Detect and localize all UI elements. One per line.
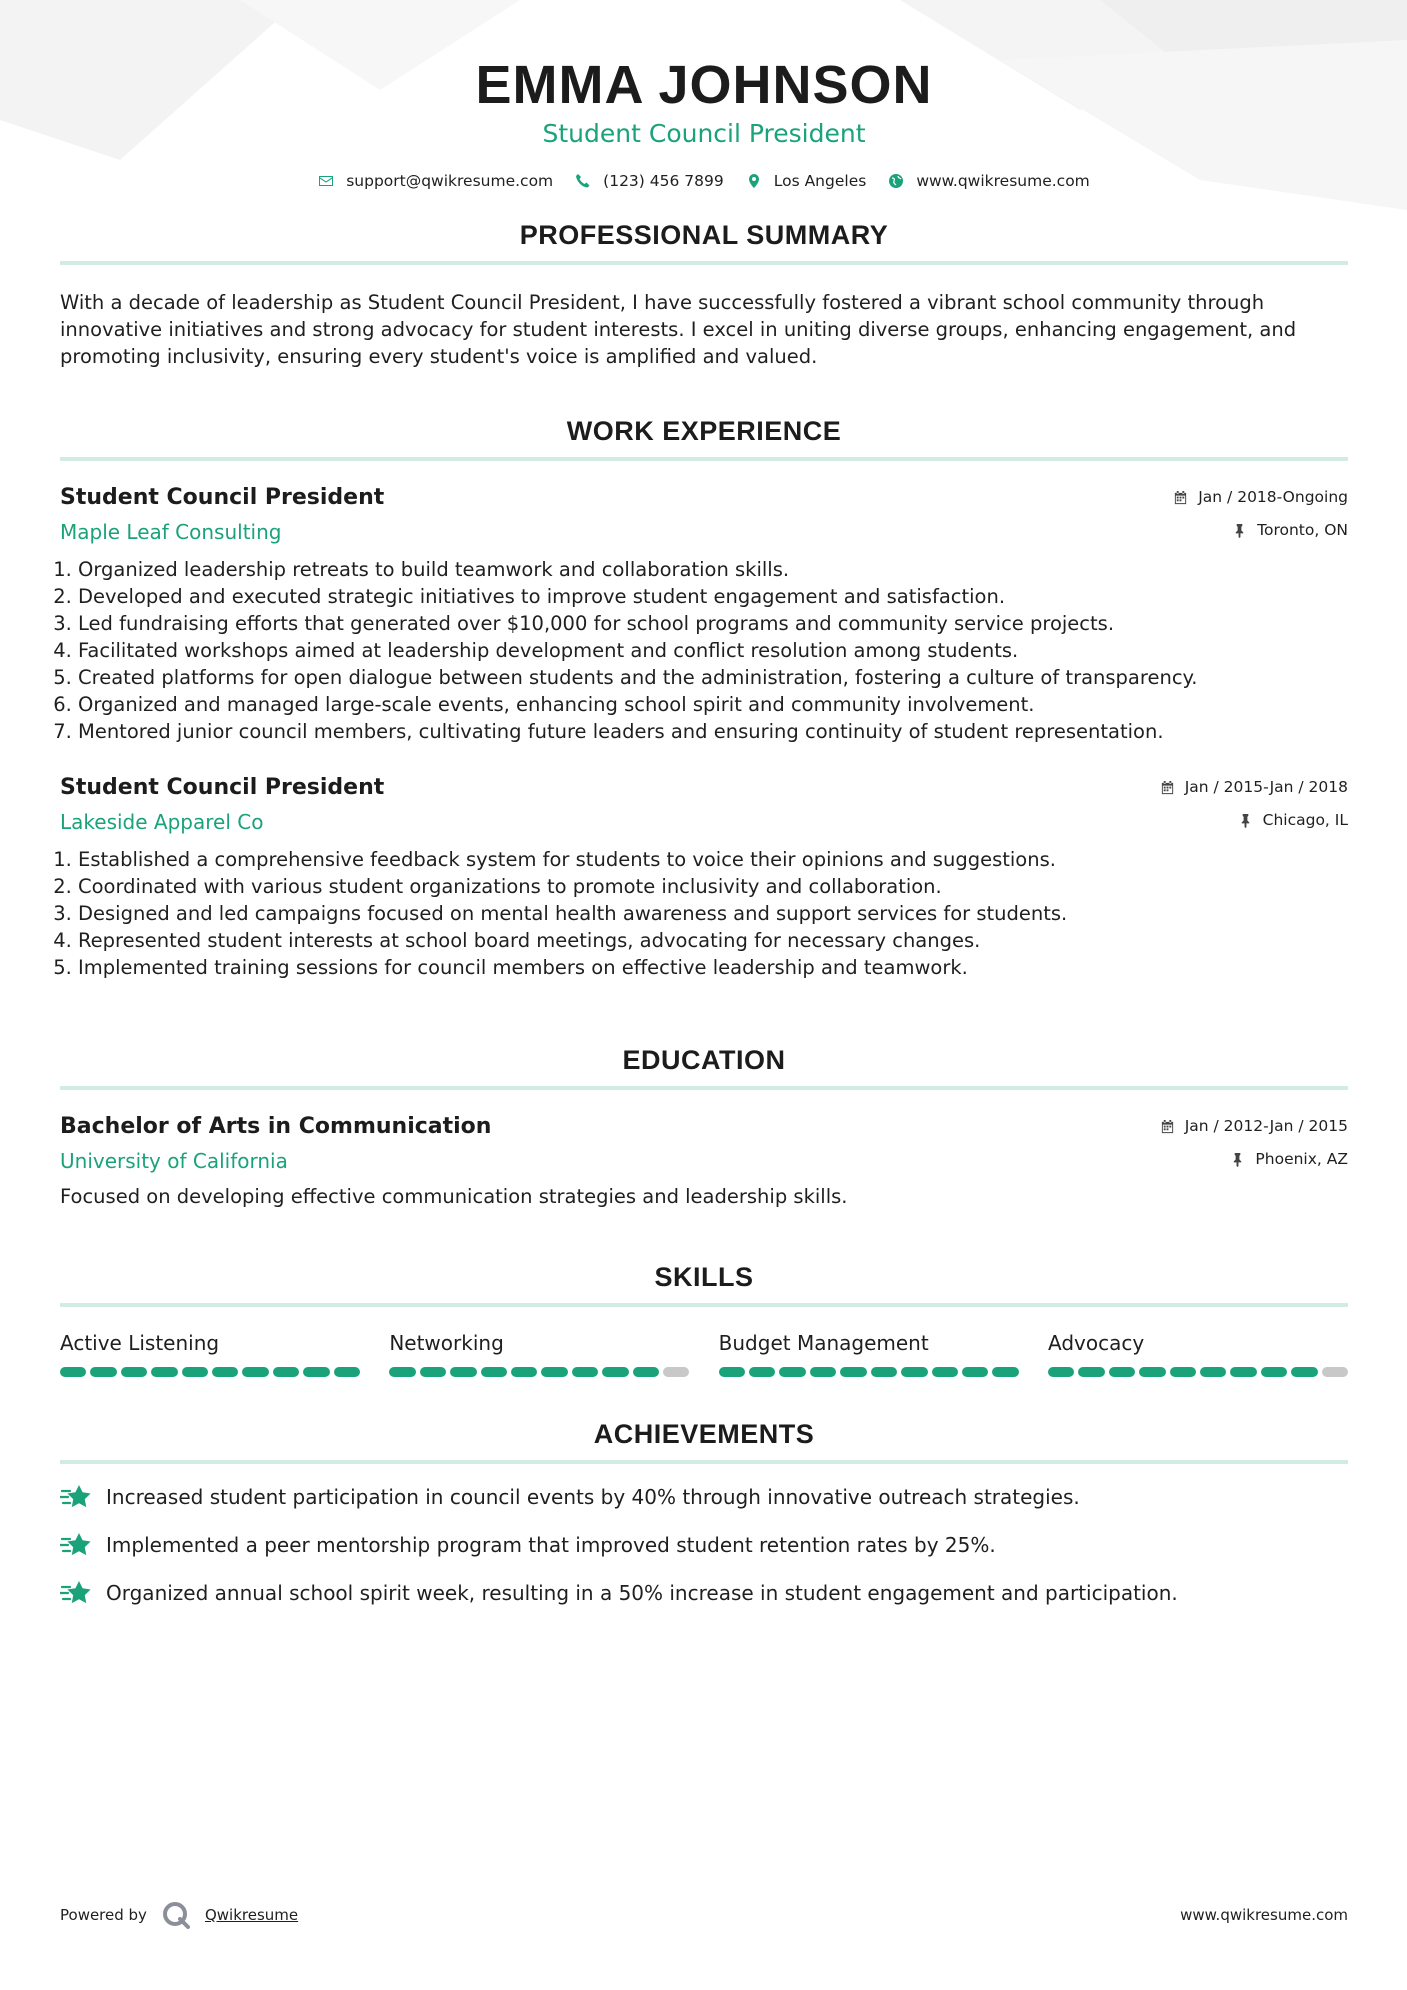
achievements-heading: ACHIEVEMENTS (60, 1419, 1348, 1464)
skill-segment-filled (1048, 1367, 1074, 1377)
skills-heading: SKILLS (60, 1262, 1348, 1307)
qwikresume-logo-icon (161, 1900, 191, 1930)
calendar-icon (1160, 1119, 1175, 1134)
job-dates: Jan / 2018-Ongoing (1198, 488, 1348, 507)
contact-website[interactable] (888, 172, 1089, 190)
skill-segment-filled (901, 1367, 927, 1377)
achievement-text: Implemented a peer mentorship program that improved student retention rates by 25%. (106, 1533, 996, 1558)
education-location: Phoenix, AZ (1255, 1150, 1348, 1169)
skills-section (60, 1262, 1348, 1377)
summary-text: With a decade of leadership as Student Council President, I have successfully fostered a vibrant school community through innovative initiatives and strong advocacy for student interests. I excel in uniting diverse groups, enhancing engagement, and promoting inclusivity, ensuring every student's voice is amplified and valued. (60, 291, 1297, 369)
skill-segment-filled (1200, 1367, 1226, 1377)
skill-segment-filled (1261, 1367, 1287, 1377)
skill-segment-filled (1291, 1367, 1317, 1377)
skill-segment-empty (663, 1367, 689, 1377)
skill-segment-filled (749, 1367, 775, 1377)
job-entry (60, 775, 1348, 981)
list-item: 1. Established a comprehensive feedback system for students to voice their opinions and suggestions. (78, 846, 1348, 873)
map-pin-icon (746, 173, 762, 189)
skills-list (60, 1331, 1348, 1377)
globe-icon (888, 173, 904, 189)
contact-location (746, 172, 867, 190)
job-entry (60, 485, 1348, 745)
skill-segment-filled (572, 1367, 598, 1377)
skill-segment-filled (481, 1367, 507, 1377)
company-name: Maple Leaf Consulting (60, 520, 282, 545)
phone-text: (123) 456 7899 (603, 172, 724, 191)
pushpin-icon (1230, 1152, 1245, 1167)
job-location: Chicago, IL (1262, 811, 1348, 830)
skill-segment-filled (334, 1367, 360, 1377)
education-dates: Jan / 2012-Jan / 2015 (1184, 1117, 1348, 1136)
duty-list (60, 556, 1348, 745)
skill-item (719, 1331, 1019, 1377)
achievements-section (60, 1419, 1348, 1608)
skill-segment-filled (1170, 1367, 1196, 1377)
skill-level-bar (60, 1367, 360, 1377)
education-section (60, 1045, 1348, 1208)
pushpin-icon (1232, 523, 1247, 538)
skill-segment-filled (633, 1367, 659, 1377)
skill-segment-filled (60, 1367, 86, 1377)
skill-name: Advocacy (1047, 1331, 1145, 1356)
skill-segment-filled (932, 1367, 958, 1377)
powered-by-label: Powered by (60, 1906, 147, 1924)
skill-level-bar (719, 1367, 1019, 1377)
summary-section (60, 220, 1348, 370)
skill-segment-filled (303, 1367, 329, 1377)
skill-segment-filled (182, 1367, 208, 1377)
duty-list (60, 846, 1348, 981)
degree-title: Bachelor of Arts in Communication (60, 1114, 492, 1140)
contact-email[interactable] (318, 172, 553, 190)
list-item: 7. Mentored junior council members, cultivating future leaders and ensuring continuity of student representation. (78, 718, 1348, 745)
envelope-icon (318, 173, 334, 189)
list-item: 3. Designed and led campaigns focused on mental health awareness and support services for students. (78, 900, 1348, 927)
skill-segment-filled (450, 1367, 476, 1377)
skill-item (1048, 1331, 1348, 1377)
list-item: 4. Represented student interests at school board meetings, advocating for necessary changes. (78, 927, 1348, 954)
calendar-icon (1160, 780, 1175, 795)
skill-segment-filled (389, 1367, 415, 1377)
achievement-text: Organized annual school spirit week, resulting in a 50% increase in student engagement and participation. (106, 1581, 1178, 1606)
skill-name: Networking (389, 1331, 504, 1356)
location-text: Los Angeles (773, 172, 867, 191)
brand-link[interactable]: Qwikresume (204, 1906, 299, 1924)
contact-phone[interactable] (575, 172, 724, 190)
candidate-title: Student Council President (542, 119, 866, 149)
calendar-icon (1173, 490, 1188, 505)
list-item: 4. Facilitated workshops aimed at leadership development and conflict resolution among students. (78, 637, 1348, 664)
email-text: support@qwikresume.com (346, 172, 554, 191)
list-item: 3. Led fundraising efforts that generated over $10,000 for school programs and community service projects. (78, 610, 1348, 637)
education-description: Focused on developing effective communication strategies and leadership skills. (60, 1185, 848, 1209)
skill-segment-filled (992, 1367, 1018, 1377)
skill-segment-filled (511, 1367, 537, 1377)
skill-segment-filled (962, 1367, 988, 1377)
candidate-name: EMMA JOHNSON (475, 55, 933, 115)
skill-name: Active Listening (60, 1331, 220, 1356)
skill-segment-filled (602, 1367, 628, 1377)
list-item: 5. Created platforms for open dialogue between students and the administration, fostering a culture of transparency. (78, 664, 1348, 691)
footer-website[interactable]: www.qwikresume.com (1180, 1906, 1348, 1924)
company-name: Lakeside Apparel Co (60, 810, 264, 835)
list-item: 1. Organized leadership retreats to build teamwork and collaboration skills. (78, 556, 1348, 583)
skill-segment-empty (1322, 1367, 1348, 1377)
skill-segment-filled (90, 1367, 116, 1377)
school-name: University of California (60, 1149, 288, 1174)
achievement-text: Increased student participation in council events by 40% through innovative outreach strategies. (106, 1485, 1080, 1510)
job-title: Student Council President (60, 775, 385, 801)
skill-segment-filled (242, 1367, 268, 1377)
achievement-item (60, 1482, 1348, 1512)
resume-header (60, 0, 1348, 190)
skill-segment-filled (420, 1367, 446, 1377)
skill-segment-filled (719, 1367, 745, 1377)
list-item: 2. Developed and executed strategic initiatives to improve student engagement and satisfaction. (78, 583, 1348, 610)
education-entry (60, 1114, 1348, 1208)
job-title: Student Council President (60, 485, 385, 511)
skill-segment-filled (1230, 1367, 1256, 1377)
experience-heading: WORK EXPERIENCE (60, 416, 1348, 461)
page-footer (60, 1900, 1348, 1930)
star-icon (60, 1530, 92, 1560)
skill-segment-filled (1109, 1367, 1135, 1377)
list-item: 6. Organized and managed large-scale events, enhancing school spirit and community involvement. (78, 691, 1348, 718)
skill-segment-filled (810, 1367, 836, 1377)
star-icon (60, 1578, 92, 1608)
skill-level-bar (389, 1367, 689, 1377)
skill-item (60, 1331, 360, 1377)
pushpin-icon (1238, 813, 1253, 828)
list-item: 2. Coordinated with various student organizations to promote inclusivity and collaboration. (78, 873, 1348, 900)
skill-segment-filled (212, 1367, 238, 1377)
skill-segment-filled (871, 1367, 897, 1377)
job-location: Toronto, ON (1257, 521, 1348, 540)
skill-segment-filled (151, 1367, 177, 1377)
education-heading: EDUCATION (60, 1045, 1348, 1090)
experience-section (60, 416, 1348, 981)
skill-item (389, 1331, 689, 1377)
skill-segment-filled (1078, 1367, 1104, 1377)
skill-segment-filled (840, 1367, 866, 1377)
skill-segment-filled (121, 1367, 147, 1377)
skill-name: Budget Management (718, 1331, 929, 1356)
skill-level-bar (1048, 1367, 1348, 1377)
skill-segment-filled (273, 1367, 299, 1377)
contact-row (60, 172, 1348, 190)
phone-icon (575, 173, 591, 189)
skill-segment-filled (1139, 1367, 1165, 1377)
star-icon (60, 1482, 92, 1512)
achievement-item (60, 1530, 1348, 1560)
skill-segment-filled (541, 1367, 567, 1377)
skill-segment-filled (779, 1367, 805, 1377)
achievement-item (60, 1578, 1348, 1608)
job-dates: Jan / 2015-Jan / 2018 (1184, 778, 1348, 797)
list-item: 5. Implemented training sessions for council members on effective leadership and teamwork. (78, 954, 1348, 981)
website-text: www.qwikresume.com (916, 172, 1090, 191)
summary-heading: PROFESSIONAL SUMMARY (60, 220, 1348, 265)
